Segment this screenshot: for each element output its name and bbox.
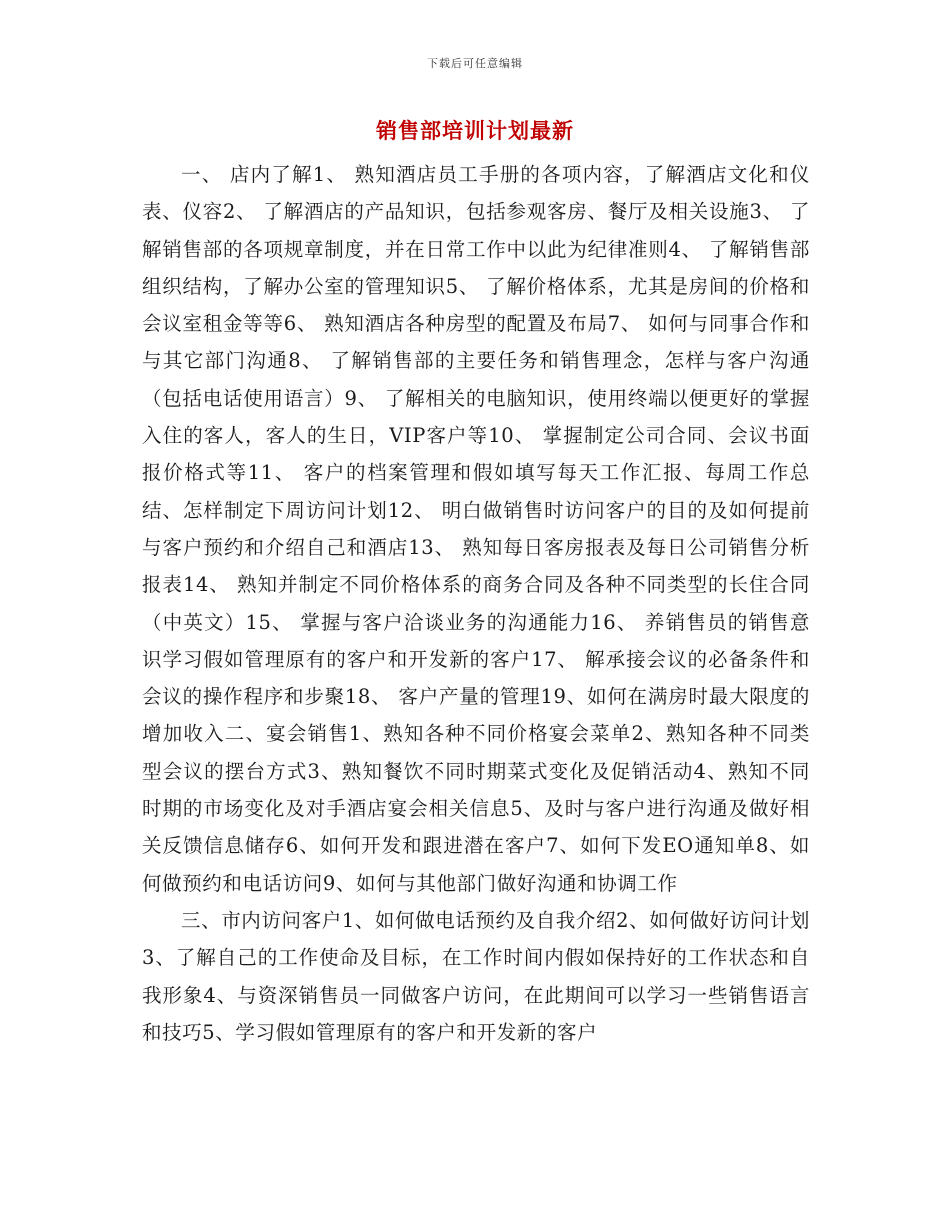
- paragraph: 一、 店内了解1、 熟知酒店员工手册的各项内容，了解酒店文化和仪表、仪容2、 了解酒店的产品知识，包括参观客房、餐厅及相关设施3、 了解销售部的各项规章制度，并在日常工作中以此为纪律准则4、 了解销售部组织结构，了解办公室的管理知识5、 了解价格体系，尤其是房间的价格和会议室租金等等6、 熟知酒店各种房型的配置及布局7、 如何与同事合作和与其它部门沟通8、 了解销售部的主要任务和销售理念，怎样与客户沟通（包括电话使用语言）9、 了解相关的电脑知识，使用终端以便更好的掌握入住的客人，客人的生日，VIP客户等10、 掌握制定公司合同、会议书面报价格式等11、 客户的档案管理和假如填写每天工作汇报、每周工作总结、怎样制定下周访问计划12、 明白做销售时访问客户的目的及如何提前与客户预约和介绍自己和酒店13、 熟知每日客房报表及每日公司销售分析报表14、 熟知并制定不同价格体系的商务合同及各种不同类型的长住合同（中英文）15、 掌握与客户洽谈业务的沟通能力16、 养销售员的销售意识学习假如管理原有的客户和开发新的客户17、 解承接会议的必备条件和会议的操作程序和步聚18、 客户产量的管理19、如何在满房时最大限度的增加收入二、宴会销售1、熟知各种不同价格宴会菜单2、熟知各种不同类型会议的摆台方式3、熟知餐饮不同时期菜式变化及促销活动4、熟知不同时期的市场变化及对手酒店宴会相关信息5、及时与客户进行沟通及做好相关反馈信息储存6、如何开发和跟进潜在客户7、如何下发EO通知单8、如何做预约和电话访问9、如何与其他部门做好沟通和协调工作: [142, 163, 810, 895]
- paragraph: 三、市内访问客户1、如何做电话预约及自我介绍2、如何做好访问计划3、了解自己的工作使命及目标，在工作时间内假如保持好的工作状态和自我形象4、与资深销售员一同做客户访问，在此期间可以学习一些销售语言和技巧5、学习假如管理原有的客户和开发新的客户: [142, 908, 811, 1044]
- document-body: [142, 156, 810, 1051]
- page-header: 下载后可任意编辑: [427, 57, 523, 70]
- document-title: 销售部培训计划最新: [376, 118, 574, 143]
